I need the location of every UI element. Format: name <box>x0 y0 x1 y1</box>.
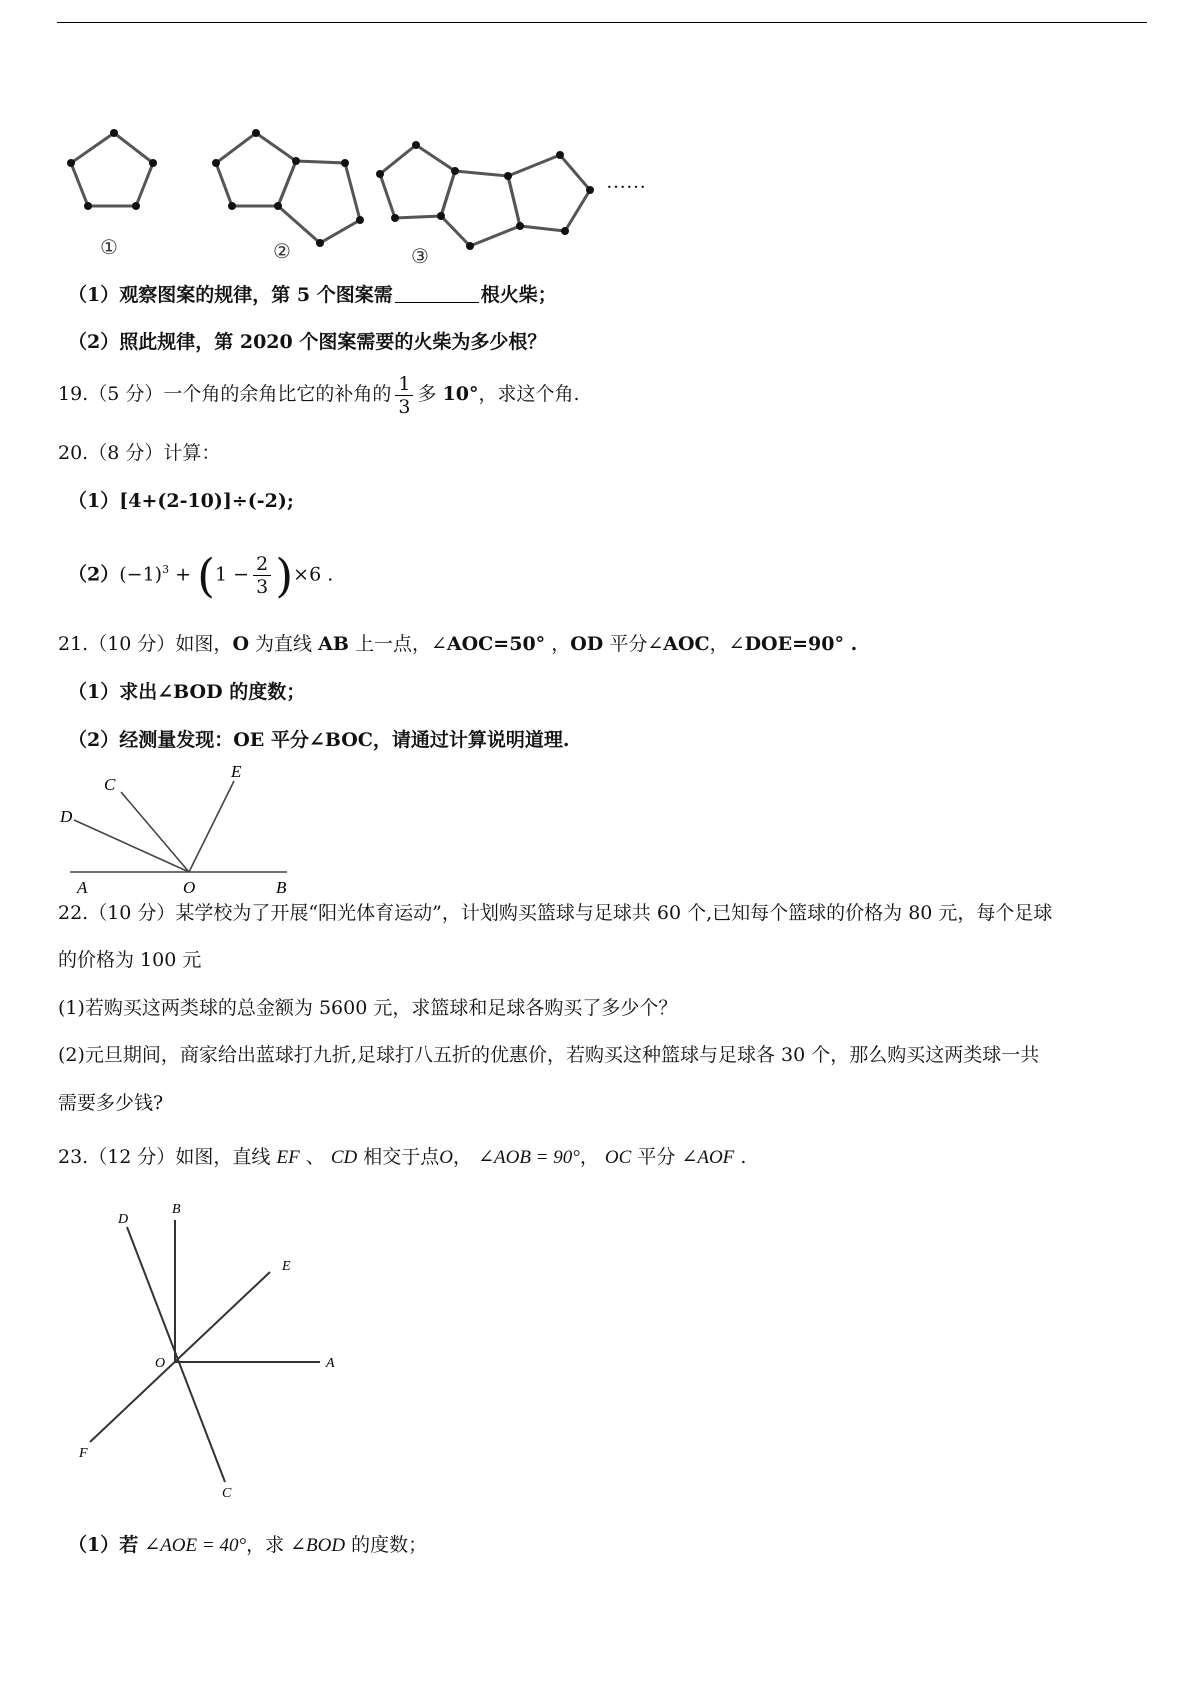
q18-p1-suffix: 根火柴； <box>480 284 557 306</box>
q21-t12: . <box>843 633 858 655</box>
q21-p2-prefix: （2）经测量发现： <box>68 729 234 751</box>
q19-suffix: ，求这个角. <box>478 383 580 405</box>
q22-part2-line2: 需要多少钱? <box>58 1092 164 1114</box>
q23-o: O <box>439 1147 454 1168</box>
q21-t5: AOC=50° <box>446 633 546 655</box>
q20-p2-plus: + <box>175 563 192 586</box>
pattern-label-3: ③ <box>411 246 429 268</box>
q21-t1: O <box>232 633 249 655</box>
q23-p1-aoe: ∠AOE = 40° <box>144 1535 247 1556</box>
q22-part2-line1: (2)元旦期间，商家给出蓝球打九折,足球打八五折的优惠价，若购买这种篮球与足球各 30 个，那么购买这两类球一共 <box>58 1044 1040 1066</box>
q20-frac-num: 2 <box>253 553 271 576</box>
q21-p1-prefix: （1）求出∠ <box>68 681 174 703</box>
q23-mid3: ， <box>579 1146 599 1168</box>
q22-line1: 22.（10 分）某学校为了开展“阳光体育运动”，计划购买篮球与足球共 60 个,已知每个篮球的价格为 80 元，每个足球 <box>58 902 1053 924</box>
q21-p2-bold1: OE <box>233 729 265 751</box>
q21-t7: OD <box>570 633 604 655</box>
q21-t8: 平分∠ <box>609 633 664 655</box>
q21-t4: 上一点，∠ <box>354 633 447 655</box>
q21-t9: AOC <box>663 633 710 655</box>
q23-label-f: F <box>79 1446 88 1461</box>
q23-label-d: D <box>118 1212 129 1227</box>
pattern-label-1: ① <box>100 237 118 259</box>
q18-p2-num: 2020 <box>239 331 293 353</box>
q18-p1-num: 5 <box>296 284 311 306</box>
q23-label-c: C <box>222 1486 232 1501</box>
q23-p1-prefix: （1）若 <box>68 1534 139 1556</box>
q20-title: 20.（8 分）计算： <box>58 442 221 464</box>
q21-p2-suffix: ，请通过计算说明道理. <box>372 729 570 751</box>
q20-frac-den: 3 <box>256 575 269 598</box>
q21-label-d: D <box>60 807 73 826</box>
q21-t3: AB <box>318 633 349 655</box>
q23-end: . <box>734 1146 747 1168</box>
q21-label-c: C <box>104 775 116 794</box>
q20-paren-right: ) <box>275 548 294 603</box>
q23-prefix: 23.（12 分）如图，直线 <box>58 1146 271 1168</box>
q23-label-e: E <box>282 1259 291 1274</box>
q23-mid2: ， <box>453 1146 473 1168</box>
q23-intersecting-lines-figure <box>0 0 360 1500</box>
q20-p2-one: 1 − <box>215 563 250 586</box>
q23-mid4: 平分 <box>637 1146 676 1168</box>
q21-p1-bold: BOD <box>173 681 223 703</box>
q19-prefix: 19.（5 分）一个角的余角比它的补角的 <box>58 383 392 405</box>
q23-p1-mid: ，求 <box>246 1534 285 1556</box>
q23-ef: EF <box>276 1147 300 1168</box>
q23-aob: ∠AOB = 90° <box>478 1147 580 1168</box>
q23-label-o: O <box>155 1356 166 1371</box>
q19-frac-den: 3 <box>398 395 411 418</box>
q21-t2: 为直线 <box>255 633 313 655</box>
q18-p2-prefix: （2）照此规律，第 <box>68 331 234 353</box>
q20-p2-label: （2） <box>68 563 120 586</box>
q21-label-o: O <box>183 878 196 897</box>
pattern-ellipsis: …… <box>606 171 646 193</box>
answer-blank[interactable] <box>395 284 479 303</box>
q21-prefix: 21.（10 分）如图， <box>58 633 233 655</box>
q21-t10: ，∠ <box>709 633 745 655</box>
q18-p1-prefix: （1）观察图案的规律，第 <box>68 284 291 306</box>
q23-label-b: B <box>172 1202 181 1217</box>
q19-frac-num: 1 <box>395 373 413 396</box>
q20-p1-label: （1） <box>68 490 120 512</box>
q19-fraction <box>395 373 413 418</box>
q22-part1: (1)若购买这两类球的总金额为 5600 元，求篮球和足球各购买了多少个？ <box>58 997 678 1019</box>
q22-line2: 的价格为 100 元 <box>58 949 202 971</box>
q21-label-e: E <box>231 762 242 781</box>
q23-p1-suffix: 的度数； <box>351 1534 428 1556</box>
q21-p2-bold2: BOC <box>324 729 373 751</box>
q23-oc: OC <box>604 1147 632 1168</box>
q21-label-b: B <box>276 878 287 897</box>
pattern-label-2: ② <box>273 241 291 263</box>
q23-sep: 、 <box>305 1146 325 1168</box>
q23-part1 <box>68 1533 427 1558</box>
q23-label-a: A <box>326 1356 335 1371</box>
q19-mid: 多 <box>417 383 437 405</box>
q20-p2-base: (−1) <box>119 563 163 586</box>
q19-deg: 10° <box>442 383 479 405</box>
q23-p1-bod: ∠BOD <box>290 1535 346 1556</box>
q21-p2-mid: 平分∠ <box>270 729 325 751</box>
q23-aof: ∠AOF <box>681 1147 735 1168</box>
q20-p2-tail: ×6 . <box>293 563 334 586</box>
q20-p1-expr: [4+(2-10)]÷(-2) <box>119 490 287 512</box>
q20-paren-left: ( <box>197 548 216 603</box>
q21-label-a: A <box>77 878 88 897</box>
q18-p1-mid: 个图案需 <box>316 284 393 306</box>
q18-p2-suffix: 个图案需要的火柴为多少根？ <box>299 331 547 353</box>
q21-t11: DOE=90° <box>744 633 844 655</box>
q23-mid1: 相交于点 <box>363 1146 440 1168</box>
q20-p1-end: ; <box>286 490 294 512</box>
q21-t6: ， <box>551 633 571 655</box>
q20-p2-exp: 3 <box>162 563 170 576</box>
q23-cd: CD <box>330 1147 358 1168</box>
q21-p1-suffix: 的度数； <box>229 681 306 703</box>
